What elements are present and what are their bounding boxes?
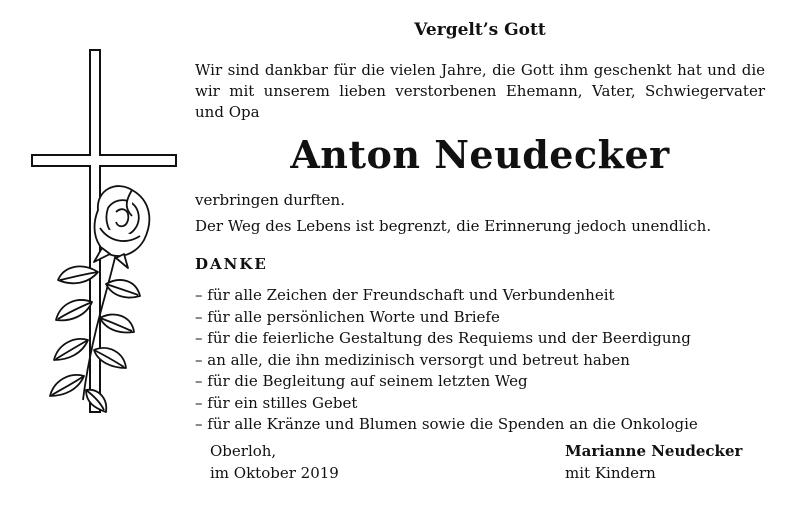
thanks-item: – für die feierliche Gestaltung des Requiems und der Beerdigung (195, 329, 691, 347)
deceased-name: Anton Neudecker (290, 132, 670, 177)
signer-suffix: mit Kindern (565, 464, 656, 482)
signature-block (565, 440, 742, 484)
signer-name: Marianne Neudecker (565, 442, 743, 460)
intro-text: Wir sind dankbar für die vielen Jahre, die Gott ihm geschenkt hat und die wir mit unserem lieben verstorbenen Ehemann, Vater, Schwiegervater und Opa (195, 61, 765, 121)
place-and-date (210, 440, 339, 484)
cross-icon (28, 40, 178, 420)
life-path-quote: Der Weg des Lebens ist begrenzt, die Erinnerung jedoch unendlich. (195, 217, 712, 235)
thanks-item: – für alle persönlichen Worte und Briefe (195, 307, 500, 326)
date-text: im Oktober 2019 (210, 464, 339, 482)
cross-and-rose-emblem (28, 40, 178, 420)
danke-heading: DANKE (195, 255, 268, 273)
thanks-item: – für ein stilles Gebet (195, 393, 358, 412)
page-heading: Vergelt’s Gott (414, 20, 546, 40)
after-name-text: verbringen durften. (195, 191, 345, 209)
thanks-item: – für alle Kränze und Blumen sowie die Spenden an die Onkologie (195, 415, 698, 433)
thanks-list (195, 285, 765, 436)
thanks-item: – für die Begleitung auf seinem letzten Weg (195, 372, 528, 390)
thanks-item: – für alle Zeichen der Freundschaft und Verbundenheit (195, 286, 615, 304)
place-text: Oberloh, (210, 442, 277, 460)
thanks-item: – an alle, die ihn medizinisch versorgt und betreut haben (195, 350, 630, 369)
